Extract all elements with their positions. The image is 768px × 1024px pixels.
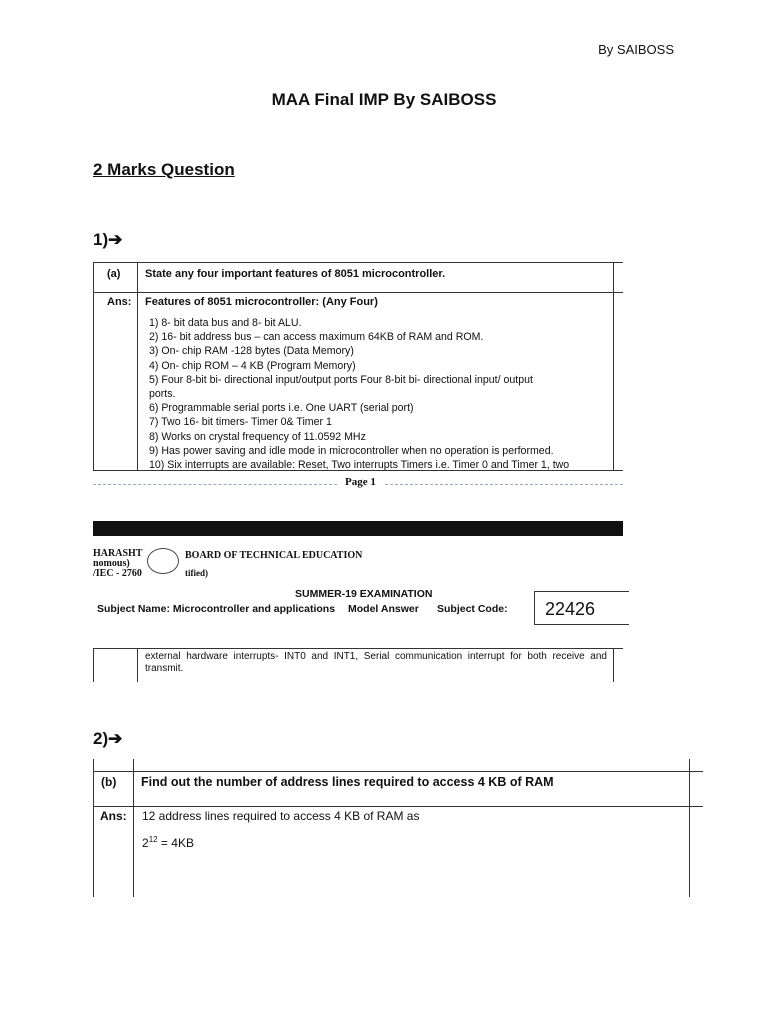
list-item: 10) Six interrupts are available: Reset, Two interrupts Timers i.e. Timer 0 and Timer 1, two [149, 459, 570, 472]
answer-2-equation: $2^{12} = 4KB$ [142, 835, 194, 850]
question-2-label: (b) [101, 775, 117, 789]
question-number-2: 2)➔ [93, 729, 123, 748]
list-item: 7) Two 16- bit timers- Timer 0& Timer 1 [149, 416, 332, 429]
list-item: 4) On- chip ROM – 4 KB (Program Memory) [149, 359, 356, 372]
list-item: ports. [149, 388, 176, 401]
board-logo-icon [147, 548, 179, 574]
page-title: MAA Final IMP By SAIBOSS [271, 90, 497, 109]
answer-2-text: 12 address lines required to access 4 KB of RAM as [142, 809, 420, 823]
footer-divider [385, 484, 623, 486]
continuation-text: external hardware interrupts- INT0 and INT1, Serial communication interrupt for both receive and transmit. [145, 651, 607, 674]
answer-1-continuation [93, 648, 623, 682]
question-1-table [93, 262, 623, 472]
section-title: 2 Marks Question [93, 160, 235, 179]
subject-code-label: Subject Code: [437, 603, 508, 615]
list-item: 9) Has power saving and idle mode in microcontroller when no operation is performed. [149, 444, 554, 457]
page-number: Page 1 [345, 476, 376, 488]
model-answer-label: Model Answer [348, 603, 419, 615]
list-item: 5) Four 8-bit bi- directional input/output ports Four 8-bit bi- directional input/ output [149, 373, 533, 386]
answer-1-heading: Features of 8051 microcontroller: (Any Four) [145, 296, 378, 308]
list-item: 6) Programmable serial ports i.e. One UART (serial port) [149, 402, 414, 415]
answer-1-label: Ans: [107, 296, 132, 308]
certified-fragment: tified) [185, 568, 208, 578]
board-name: BOARD OF TECHNICAL EDUCATION [185, 550, 363, 561]
answer-2-label: Ans: [100, 809, 127, 823]
subject-name: Subject Name: Microcontroller and applications [97, 603, 336, 615]
footer-divider [93, 484, 337, 486]
page-footer [93, 476, 623, 494]
list-item: 8) Works on crystal frequency of 11.0592 MHz [149, 430, 366, 443]
list-item: 1) 8- bit data bus and 8- bit ALU. [149, 317, 302, 329]
page-separator-bar [93, 521, 623, 536]
question-1-label: (a) [107, 268, 121, 280]
question-2-table [93, 759, 703, 897]
answer-1-list [149, 316, 569, 472]
author-label: By SAIBOSS [598, 42, 674, 57]
question-1-text: State any four important features of 8051 microcontroller. [145, 268, 446, 280]
list-item: 3) On- chip RAM -128 bytes (Data Memory) [149, 345, 354, 358]
question-number-1: 1)➔ [93, 230, 123, 249]
exam-title: SUMMER-19 EXAMINATION [295, 588, 433, 600]
exam-header [93, 546, 623, 636]
question-2-text: Find out the number of address lines required to access 4 KB of RAM [141, 775, 554, 789]
subject-code-box: 22426 [534, 591, 629, 625]
list-item: 2) 16- bit address bus – can access maximum 64KB of RAM and ROM. [149, 331, 484, 344]
org-name-fragment: HARASHT nomous) /IEC - 2760 [93, 548, 143, 579]
